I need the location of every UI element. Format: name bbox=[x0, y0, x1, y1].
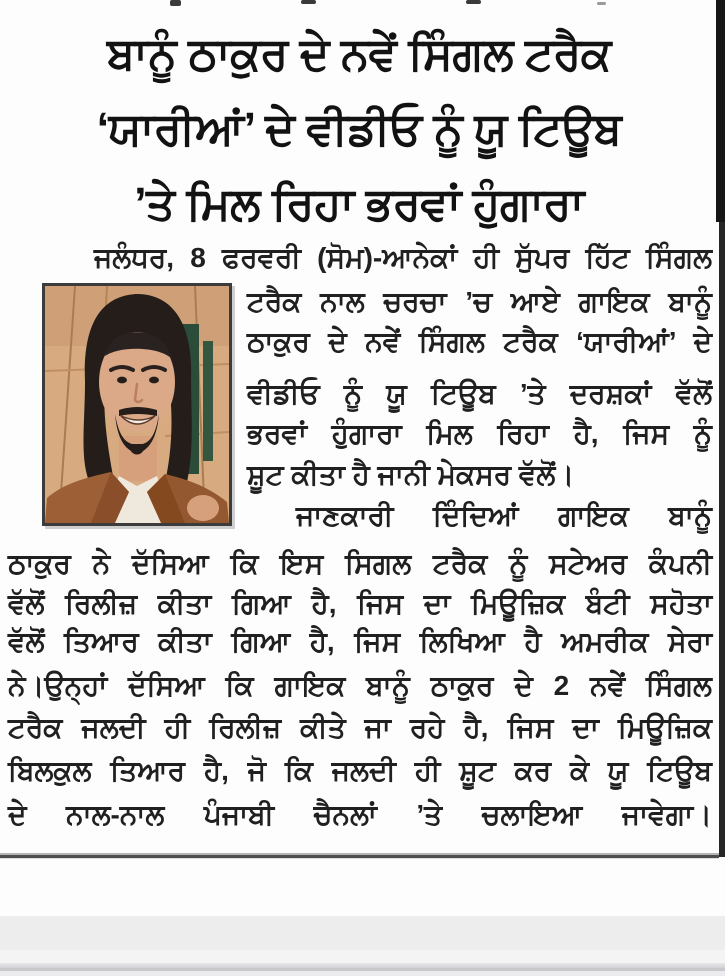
headline-line-3: ’ਤੇ ਮਿਲ ਰਿਹਾ ਭਰਵਾਂ ਹੁੰਗਾਰਾ bbox=[134, 178, 584, 229]
body-line: ਟਰੈਕ ਜਲਦੀ ਹੀ ਰਿਲੀਜ਼ ਕੀਤੇ ਜਾ ਰਹੇ ਹੈ, ਜਿਸ ਦਾ ਮਿਊਜ਼ਿਕ bbox=[8, 712, 712, 743]
body-line: ਭਰਵਾਂ ਹੁੰਗਾਰਾ ਮਿਲ ਰਿਹਾ ਹੈ, ਜਿਸ ਨੂੰ bbox=[247, 418, 712, 449]
body-line: ਦੇ ਨਾਲ-ਨਾਲ ਪੰਜਾਬੀ ਚੈਨਲਾਂ ’ਤੇ ਚਲਾਇਆ ਜਾਵੇਗਾ। bbox=[8, 799, 712, 830]
body-line: ਵੱਲੋਂ ਤਿਆਰ ਕੀਤਾ ਗਿਆ ਹੈ, ਜਿਸ ਲਿਖਿਆ ਹੈ ਅਮਰੀਕ ਸੇਰਾ bbox=[8, 626, 712, 657]
headline-line-1: ਬਾਨੂੰ ਠਾਕੁਰ ਦੇ ਨਵੇਂ ਸਿੰਗਲ ਟਰੈਕ bbox=[107, 28, 611, 79]
article-headline bbox=[6, 16, 712, 241]
body-line: ਵੀਡੀਓ ਨੂੰ ਯੂ ਟਿਊਬ ’ਤੇ ਦਰਸ਼ਕਾਂ ਵੱਲੋਂ bbox=[247, 378, 712, 409]
footer-gray-band bbox=[0, 950, 725, 963]
body-line: ਠਾਕੁਰ ਦੇ ਨਵੇਂ ਸਿੰਗਲ ਟਰੈਕ ‘ਯਾਰੀਆਂ’ ਦੇ bbox=[247, 326, 712, 357]
body-line: ਜਾਣਕਾਰੀ ਦਿੰਦਿਆਂ ਗਾਇਕ ਬਾਨੂੰ bbox=[296, 500, 712, 531]
headline-line-2: ‘ਯਾਰੀਆਂ’ ਦੇ ਵੀਡੀਓ ਨੂੰ ਯੂ ਟਿਊਬ bbox=[96, 103, 622, 154]
cropped-text-fragment bbox=[170, 0, 181, 6]
footer-gray-band bbox=[0, 916, 725, 950]
body-line: ਟਰੈਕ ਨਾਲ ਚਰਚਾ ’ਚ ਆਏ ਗਾਇਕ ਬਾਨੂੰ bbox=[247, 286, 712, 317]
cropped-text-fragment bbox=[301, 0, 316, 4]
article-photo bbox=[42, 283, 232, 526]
body-line: ਵੱਲੋਂ ਰਿਲੀਜ਼ ਕੀਤਾ ਗਿਆ ਹੈ, ਜਿਸ ਦਾ ਮਿਊਜ਼ਿਕ ਬੰਟੀ ਸਹੋਤਾ bbox=[8, 588, 712, 619]
body-line: ਸ਼ੂਟ ਕੀਤਾ ਹੈ ਜਾਨੀ ਮੇਕਸਰ ਵੱਲੋਂ। bbox=[247, 459, 575, 490]
body-line: ਬਿਲਕੁਲ ਤਿਆਰ ਹੈ, ਜੋ ਕਿ ਜਲਦੀ ਹੀ ਸ਼ੂਟ ਕਰ ਕੇ ਯੂ ਟਿਊਬ bbox=[8, 755, 712, 786]
footer-gray-band bbox=[0, 971, 725, 976]
body-line: ਜਲੰਧਰ, 8 ਫਰਵਰੀ (ਸੋਮ)-ਆਨੇਕਾਂ ਹੀ ਸੁੱਪਰ ਹਿੱਟ ਸਿੰਗਲ bbox=[94, 242, 712, 273]
singer-portrait-illustration bbox=[45, 286, 229, 523]
cropped-text-fragment bbox=[466, 0, 481, 4]
column-separator-bar-top bbox=[716, 0, 725, 222]
body-line: ਨੇ।ਉਨ੍ਹਾਂ ਦੱਸਿਆ ਕਿ ਗਾਇਕ ਬਾਨੂੰ ਠਾਕੁਰ ਦੇ 2 ਨਵੇਂ ਸਿੰਗਲ bbox=[8, 670, 712, 701]
cropped-text-fragment bbox=[597, 2, 606, 5]
body-line: ਠਾਕੁਰ ਨੇ ਦੱਸਿਆ ਕਿ ਇਸ ਸਿਗਲ ਟਰੈਕ ਨੂੰ ਸਟੇਅਰ ਕੰਪਨੀ bbox=[8, 548, 712, 579]
article-bottom-rule bbox=[0, 853, 719, 859]
